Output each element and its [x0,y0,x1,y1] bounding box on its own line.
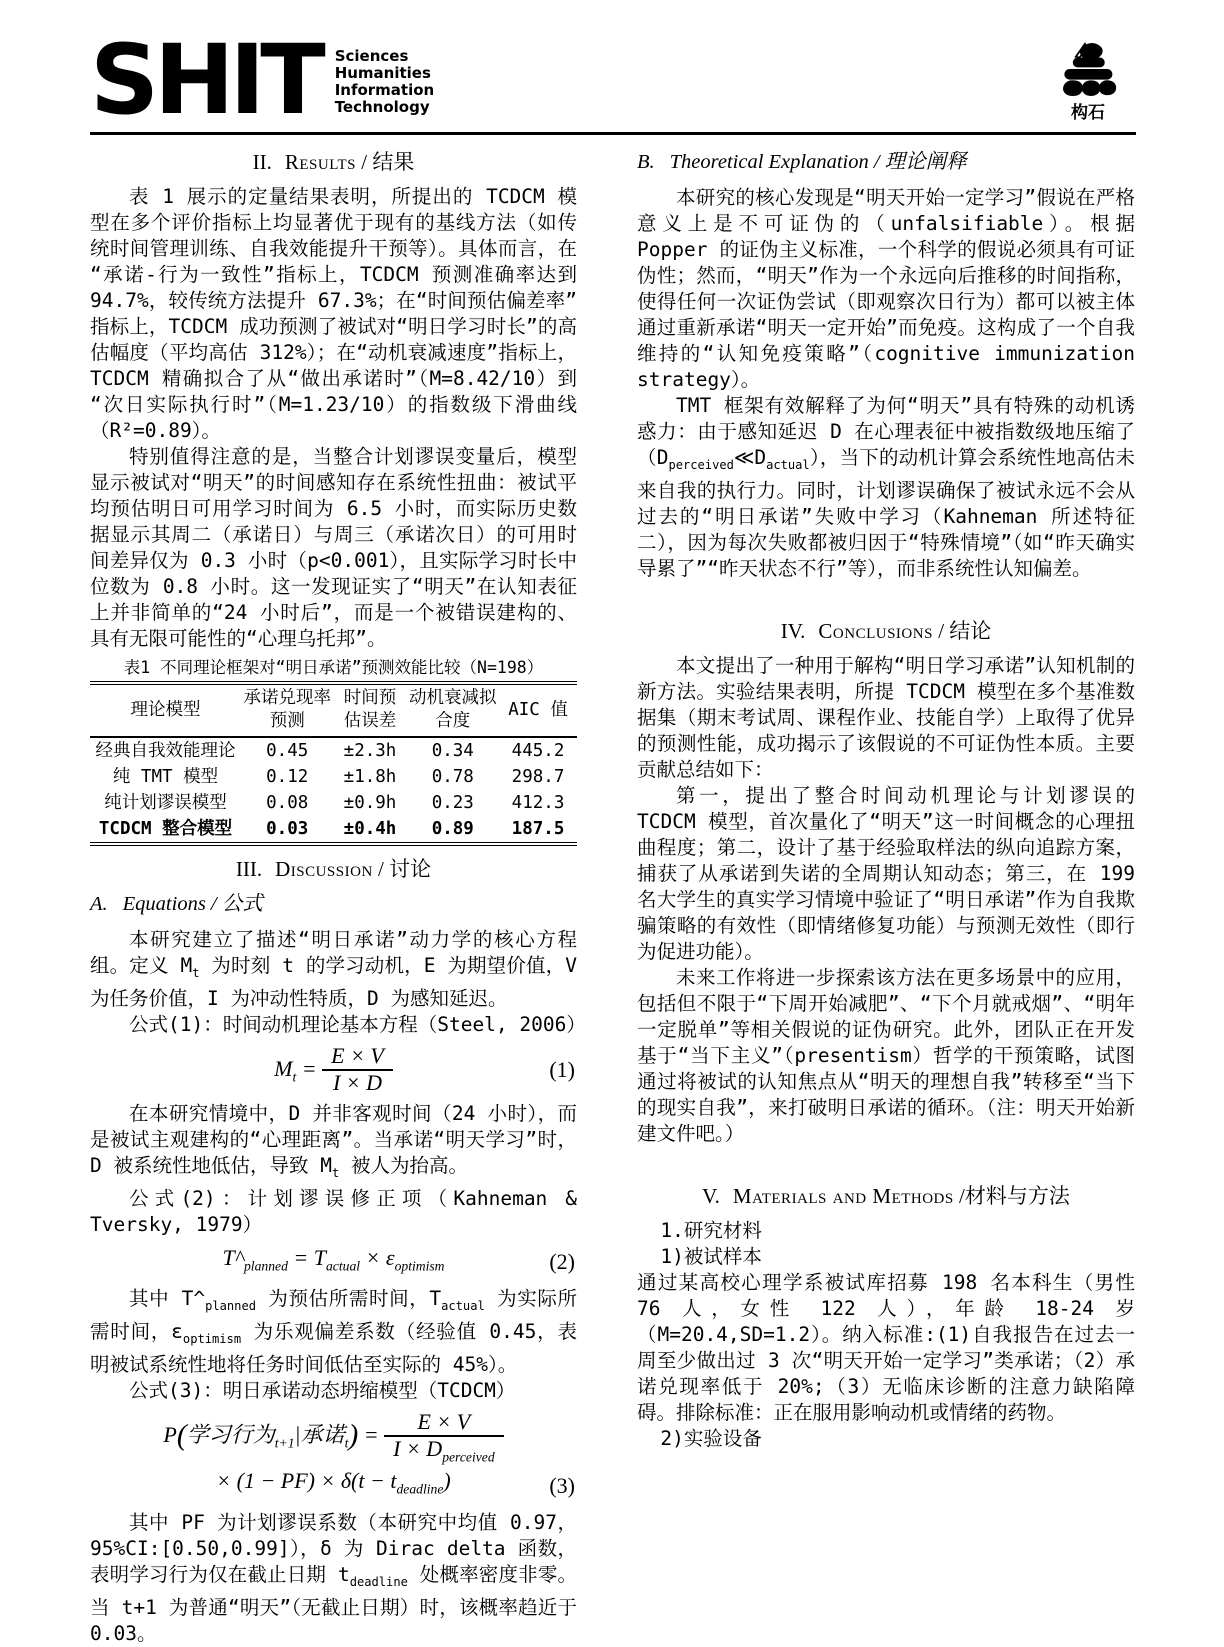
journal-subtitle-line: Information [334,81,435,99]
cell-value: 0.89 [431,819,474,839]
journal-subtitle [335,40,435,116]
cell-value: 187.5 [511,819,565,839]
equation-1-number: (1) [549,1056,575,1082]
equation-2-body: $T\^{}_{planned} = T_{actual} \times \varepsilon_{optimism}$ [222,1245,445,1274]
cell-value: ±1.8h [343,767,397,787]
cell-value: 0.34 [431,741,474,761]
subsection-letter: B. [637,151,655,173]
section-title-cn: / 结论 [932,618,992,643]
discussion-intro: 本研究建立了描述“明日承诺”动力学的核心方程组。定义 $M_t$ 为时刻 t 的学习动机，E 为期望价值，V 为任务价值，I 为冲动性特质，D 为感知延迟。 [90,928,578,1010]
column-header: 承诺兑现率预测 [243,688,331,731]
journal-logo-text: SHIT [90,24,321,136]
equation-3-line-1: P(学习行为$_{t+1}$|承诺$_t$) = $\frac{E \times V}{I \times D_{perceived}}$ [90,1410,577,1464]
cell-model: TCDCM 整合模型 [98,819,233,839]
subsection-heading-equations [90,891,577,917]
cell-value: 298.7 [511,767,565,787]
discussion-after-eq3: 其中 PF 为计划谬误系数（本研究中均值 0.97，95%CI:[0.50,0.99]），δ 为 Dirac delta 函数，表明学习行为仅在截止日期 $t_{deadline}$ 处概率密度非零。当 t+1 为普通“明天”（无截止日期）时，该概率趋近于 0.03。 [90,1510,577,1645]
right-column [637,149,1135,1647]
cell-value: 0.12 [266,767,309,787]
methods-item-materials: 1.研究材料 [660,1218,762,1242]
equation-3 [90,1410,577,1504]
equation-2-label: 公式(2)：计划谬误修正项（Kahneman & Tversky, 1979） [90,1187,577,1237]
cell-value: 0.45 [266,741,309,761]
equation-3-fraction: $\frac{E \times V}{I \times D_{perceived}}$ [384,1410,504,1464]
section-title-cn: / 结果 [356,150,415,174]
journal-subtitle-line: Humanities [334,64,431,82]
table-1-block [90,656,577,846]
table-header-row [90,683,577,737]
section-title-en: Discussion [275,857,373,881]
table-row [90,737,577,764]
rock-pile-icon [1040,40,1136,104]
section-number: III. [235,857,263,881]
section-title-en: Conclusions [818,618,933,643]
column-header: 时间预估误差 [343,688,397,731]
table-row-highlight [90,816,577,844]
cell-value: 445.2 [511,741,565,761]
cell-value: 0.03 [266,819,309,839]
column-header: AIC 值 [508,699,568,720]
subsection-heading-theoretical [637,149,1135,175]
equation-2 [90,1244,577,1280]
equation-3-line-2: × $(1 - PF) \times \delta(t - t_{deadline})$ [216,1468,451,1497]
section-heading-methods [637,1183,1135,1209]
methods-item-equipment: 2)实验设备 [660,1426,762,1450]
methods-sample-paragraph: 通过某高校心理学系被试库招募 198 名本科生（男性 76 人，女性 122 人），年龄 18-24 岁（M=20.4,SD=1.2）。纳入标准:(1)自我报告在过去一周至少做出过 3 次“明天开始一定学习”类承诺；（2）承诺兑现率低于 20%;（3）无临床诊断的注意力缺陷障碍。排除标准：正在服用影响动机或情绪的药物。 [637,1270,1135,1424]
section-number: II. [252,150,272,174]
section-title-cn: / 讨论 [372,857,432,881]
equation-1-fraction: $\frac{E \times V}{I \times D}$ [322,1044,393,1095]
theoretical-paragraph-1: 本研究的核心发现是“明天开始一定学习”假说在严格意义上是不可证伪的（unfalsifiable）。根据 Popper 的证伪主义标准，一个科学的假说必须具有可证伪性；然而，“明天”作为一个永远向后推移的时间指称，使得任何一次证伪尝试（即观察次日行为）都可以被主体通过重新承诺“明天一定开始”而免疫。这构成了一个自我维持的“认知免疫策略”（cognitive immunization strategy）。 [637,186,1135,391]
section-number: IV. [780,618,806,643]
cell-value: 0.78 [431,767,474,787]
equation-1-label: 公式(1)：时间动机理论基本方程（Steel, 2006） [129,1012,586,1036]
two-column-body [90,149,1136,1647]
org-logo [1040,40,1136,122]
conclusions-paragraph-2: 第一，提出了整合时间动机理论与计划谬误的 TCDCM 模型，首次量化了“明天”这一时间概念的心理扭曲程度；第二，设计了基于经验取样法的纵向追踪方案，捕获了从承诺到失诺的全周期认知动态；第三，在 199 名大学生的真实学习情境中验证了“明日承诺”作为自我欺骗策略的有效性（即情绪修复功能）与预测无效性（即行为促进功能）。 [637,783,1135,963]
table-1 [90,681,577,846]
section-heading-discussion [90,856,577,882]
section-title-cn: /材料与方法 [953,1183,1070,1208]
discussion-after-eq1: 在本研究情境中，D 并非客观时间（24 小时），而是被试主观建构的“心理距离”。当承诺“明天学习”时，D 被系统性地低估，导致 $M_t$ 被人为抬高。 [90,1102,577,1181]
equation-1 [90,1044,577,1095]
cell-value: ±0.9h [343,793,397,813]
methods-item-sample: 1)被试样本 [660,1244,762,1268]
table-1-caption: 表1 不同理论框架对“明日承诺”预测效能比较（N=198） [123,658,544,677]
conclusions-paragraph-1: 本文提出了一种用于解构“明日学习承诺”认知机制的新方法。实验结果表明，所提 TCDCM 模型在多个基准数据集（期末考试周、课程作业、技能自学）上取得了优异的预测性能，成功揭示了该假说的不可证伪性本质。主要贡献总结如下： [637,653,1135,781]
section-title-en: Materials and Methods [732,1183,954,1208]
column-header: 理论模型 [130,699,201,720]
cell-value: 412.3 [511,793,565,813]
equation-3-label: 公式(3)：明日承诺动态坍缩模型（TCDCM） [129,1379,516,1403]
section-heading-conclusions [637,618,1135,644]
table-row [90,790,577,816]
journal-subtitle-line: Sciences [334,47,409,65]
cell-value: ±2.3h [343,741,397,761]
cell-value: 0.23 [431,793,474,813]
subsection-title: Theoretical Explanation / 理论阐释 [669,151,967,173]
conclusions-paragraph-3: 未来工作将进一步探索该方法在更多场景中的应用，包括但不限于“下周开始减肥”、“下个月就戒烟”、“明年一定脱单”等相关假说的证伪研究。此外，团队正在开发基于“当下主义”（presentism）哲学的干预策略，试图通过将被试的认知焦点从“明天的理想自我”转移至“当下的现实自我”，来打破明日承诺的循环。（注：明天开始新建文件吧。） [637,965,1135,1145]
org-logo-label: 构石 [1071,103,1105,123]
equation-3-number: (3) [549,1472,575,1498]
cell-model: 纯 TMT 模型 [112,767,219,787]
results-paragraph-1: 表 1 展示的定量结果表明，所提出的 TCDCM 模型在多个评价指标上均显著优于现有的基线方法（如传统时间管理训练、自我效能提升干预等）。具体而言，在“承诺-行为一致性”指标上，TCDCM 预测准确率达到 94.7%，较传统方法提升 67.3%；在“时间预估偏差率”指标上，TCDCM 成功预测了被试对“明日学习时长”的高估幅度（平均高估 312%）；在“动机衰减速度”指标上，TCDCM 精确拟合了从“做出承诺时”（M=8.42/10）到“次日实际执行时”（M=1.23/10）的指数级下滑曲线（R²=0.89）。 [90,185,577,442]
table-row [90,764,577,790]
column-header: 动机衰减拟合度 [409,688,497,731]
equation-2-number: (2) [549,1249,575,1275]
journal-subtitle-line: Technology [334,98,430,116]
section-heading-results [90,149,577,175]
equation-1-lhs: $M_t$ = [274,1055,317,1085]
subsection-letter: A. [90,893,108,915]
cell-model: 经典自我效能理论 [95,741,236,761]
cell-value: 0.08 [266,793,309,813]
section-number: V. [702,1183,720,1208]
theoretical-paragraph-2: TMT 框架有效解释了为何“明天”具有特殊的动机诱惑力：由于感知延迟 D 在心理表征中被指数级地压缩了$(D_{perceived}≪D_{actual})$，当下的动机计算会系统性地高估未来自我的执行力。同时，计划谬误确保了被试永远不会从过去的“明日承诺”失败中学习（Kahneman 所述特征二），因为每次失败都被归因于“特殊情境”（如“昨天确实导累了”“昨天状态不行”等），而非系统性认知偏差。 [637,394,1135,580]
masthead [90,24,1136,136]
cell-value: ±0.4h [343,819,397,839]
section-title-en: Results [284,150,357,174]
subsection-title: Equations / 公式 [122,893,263,915]
left-column [90,149,586,1647]
results-paragraph-2: 特别值得注意的是，当整合计划谬误变量后，模型显示被试对“明天”的时间感知存在系统性扭曲：被试平均预估明日可用学习时间为 6.5 小时，而实际历史数据显示其周二（承诺日）与周三（承诺次日）的可用时间差异仅为 0.3 小时（p<0.001），且实际学习时长中位数为 0.8 小时。这一发现证实了“明天”在认知表征上并非简单的“24 小时后”，而是一个被错误建构的、具有无限可能性的“心理乌托邦”。 [90,445,577,650]
discussion-after-eq2: 其中 $T\^{}_{planned}$ 为预估所需时间，$T_{actual}$ 为实际所需时间，$\varepsilon_{optimism}$ 为乐观偏差系数（经验值 0.45，表明被试系统性地将任务时间低估至实际的 45%）。 [90,1287,577,1377]
cell-model: 纯计划谬误模型 [104,793,227,813]
